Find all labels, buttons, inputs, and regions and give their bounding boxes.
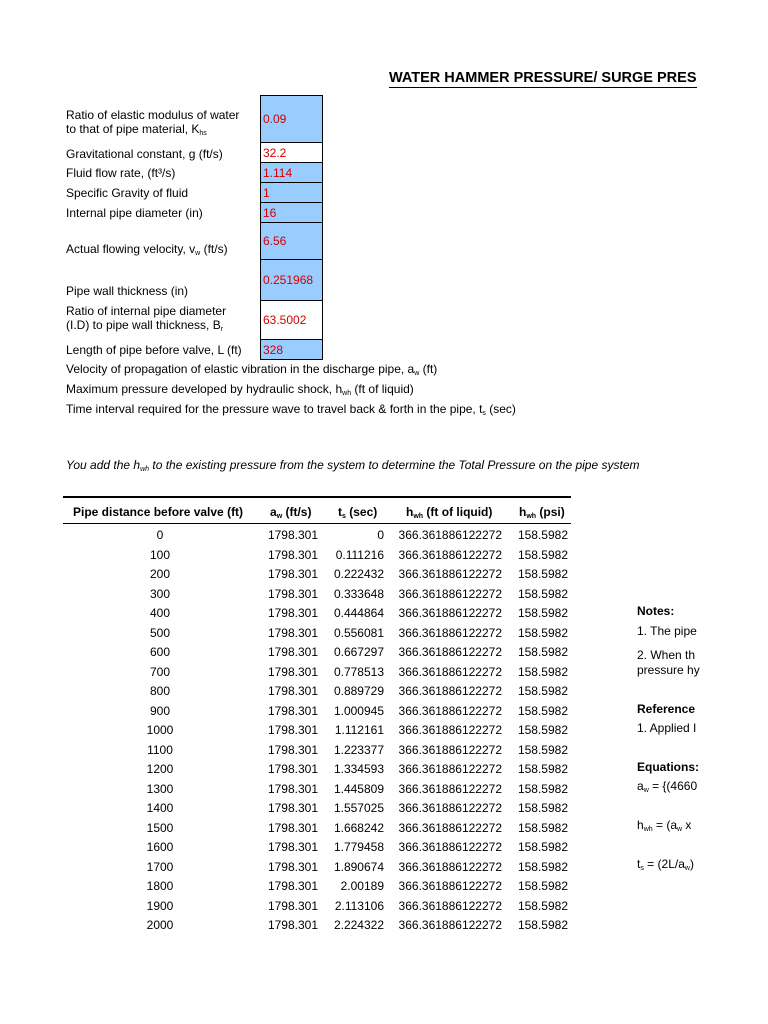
header-hwh-psi-main: h [519,505,527,519]
cell-distance: 800 [149,684,171,698]
cell-aw: 1798.301 [267,625,318,640]
eq2-sub: wh [643,826,653,833]
eq1-post: = {(4660 [648,779,698,793]
cell-hwh-psi: 158.5982 [517,820,568,835]
k-label [66,108,239,141]
note-1: 1. The pipe [637,624,697,638]
velocity-output-post: (ft) [419,362,438,376]
cell-distance: 2000 [146,918,174,932]
header-aw [270,505,311,520]
cell-hwh-psi: 158.5982 [517,645,568,659]
total-pressure-note [66,458,640,473]
time-output-label [66,402,516,421]
note-2-line2: pressure hy [637,663,700,677]
velocity-output-pre: Velocity of propagation of elastic vibration in the discharge pipe, a [66,362,415,376]
cell-distance: 500 [149,625,171,640]
k-label-line1: Ratio of elastic modulus of water [66,108,240,122]
flow-label: Fluid flow rate, (ft³/s) [66,166,176,180]
note-2-line1: 2. When th [637,648,696,662]
ratio-label [66,304,226,337]
cell-distance: 1100 [147,742,173,757]
cell-ts: 0.222432 [333,567,384,581]
eq2-sub2: w [677,826,683,833]
cell-hwh-psi: 158.5982 [517,567,568,581]
eq3-main: t [637,857,641,871]
cell-hwh-psi: 158.5982 [517,664,568,679]
cell-distance: 1800 [146,879,174,893]
cell-ts: 0.333648 [333,586,384,601]
eq2-main: h [637,818,644,832]
k-label-line2: to that of pipe material, K [66,122,200,136]
cell-ts: 0.556081 [333,625,384,640]
maxp-output-sub: wh [342,390,352,397]
ratio-label-sub: r [220,326,224,333]
cell-aw: 1798.301 [267,742,318,757]
eq3-post2: ) [689,857,694,871]
cell-hwh-psi: 158.5982 [517,859,568,874]
page-title: WATER HAMMER PRESSURE/ SURGE PRES [389,70,697,86]
cell-ts: 1.779458 [333,840,384,854]
cell-ts: 2.113106 [334,898,384,913]
cell-distance: 1300 [146,781,174,796]
cell-hwh-psi: 158.5982 [517,547,568,562]
length-label: Length of pipe before valve, L (ft) [66,343,242,357]
wall-label: Pipe wall thickness (in) [66,284,189,298]
cell-hwh-ft: 366.361886122272 [398,664,502,679]
header-hwh-ft [406,505,492,520]
velocity-label [66,242,228,261]
cell-distance: 600 [149,645,171,659]
cell-aw: 1798.301 [267,645,318,659]
cell-aw: 1798.301 [267,528,318,542]
cell-hwh-psi: 158.5982 [517,586,568,601]
cell-hwh-ft: 366.361886122272 [398,801,502,815]
time-output-pre: Time interval required for the pressure wave to travel back & forth in the pipe, t [66,402,483,416]
cell-ts: 1.334593 [333,762,384,776]
cell-hwh-psi: 158.5982 [517,625,568,640]
header-aw-post: (ft/s) [282,505,312,519]
cell-aw: 1798.301 [267,606,318,620]
eq1-sub: w [643,787,649,794]
cell-hwh-ft: 366.361886122272 [398,820,502,835]
cell-hwh-ft: 366.361886122272 [398,528,502,542]
g-label: Gravitational constant, g (ft/s) [66,147,223,161]
cell-ts: 0.444864 [333,606,384,620]
cell-ts: 1.557025 [333,801,384,815]
velocity-label-pre: Actual flowing velocity, v [66,242,196,256]
maxp-output-label [66,382,414,401]
cell-aw: 1798.301 [267,723,318,737]
cell-aw: 1798.301 [267,898,318,913]
header-ts-post: (sec) [345,505,378,519]
header-hwh-psi-sub: wh [526,513,537,520]
cell-hwh-psi: 158.5982 [517,528,568,542]
cell-hwh-psi: 158.5982 [517,801,568,815]
cell-distance: 400 [149,606,171,620]
header-hwh-psi [519,505,565,520]
eq2-post2: x [682,818,692,832]
cell-ts: 1.000945 [333,703,384,718]
k-value-cell[interactable]: 0.09 [260,95,323,143]
cell-ts: 0.667297 [333,645,384,659]
velocity-output-sub: w [414,370,420,377]
cell-hwh-psi: 158.5982 [517,781,568,796]
cell-aw: 1798.301 [267,664,318,679]
ratio-label-line1: Ratio of internal pipe diameter [66,304,227,318]
cell-hwh-ft: 366.361886122272 [398,859,502,874]
velocity-label-sub: w [195,250,201,257]
eq3-post: = (2L/a [643,857,685,871]
cell-ts: 0.111216 [335,547,384,562]
reference-1: 1. Applied I [637,721,697,735]
cell-aw: 1798.301 [267,840,318,854]
cell-hwh-psi: 158.5982 [517,703,568,718]
diam-value-cell[interactable]: 16 [260,202,323,223]
cell-hwh-ft: 366.361886122272 [398,567,502,581]
notes-title: Notes: [637,604,675,618]
cell-hwh-ft: 366.361886122272 [398,879,502,893]
header-ts-main: t [338,505,342,519]
cell-distance: 1500 [146,820,174,835]
cell-aw: 1798.301 [267,918,318,932]
eq1-main: a [637,779,644,793]
cell-distance: 1700 [146,859,174,874]
maxp-output-post: (ft of liquid) [351,382,414,396]
wall-value-cell[interactable]: 0.251968 [260,259,323,301]
cell-distance: 1400 [146,801,174,815]
cell-ts: 0.889729 [333,684,384,698]
cell-distance: 200 [149,567,171,581]
header-aw-main: a [270,505,277,519]
cell-hwh-ft: 366.361886122272 [398,918,502,932]
cell-distance: 300 [149,586,171,601]
cell-hwh-ft: 366.361886122272 [398,645,502,659]
maxp-output-pre: Maximum pressure developed by hydraulic shock, h [66,382,343,396]
cell-hwh-ft: 366.361886122272 [398,547,502,562]
cell-hwh-psi: 158.5982 [517,723,568,737]
cell-aw: 1798.301 [267,684,318,698]
cell-hwh-ft: 366.361886122272 [398,742,502,757]
header-aw-sub: w [276,513,283,520]
sg-value-cell[interactable]: 1 [260,182,323,203]
cell-distance: 700 [149,664,171,679]
cell-distance: 100 [149,547,171,562]
length-value-cell[interactable]: 328 [260,339,323,360]
velocity-output-label [66,362,437,381]
cell-hwh-psi: 158.5982 [517,606,568,620]
time-output-sub: s [482,410,486,417]
cell-aw: 1798.301 [267,859,318,874]
cell-aw: 1798.301 [267,820,318,835]
ratio-value-cell[interactable]: 63.5002 [260,300,323,340]
cell-ts: 0 [377,528,384,542]
cell-distance: 1600 [146,840,174,854]
cell-hwh-ft: 366.361886122272 [398,781,502,796]
table-top-border [63,496,571,498]
header-pipe-distance: Pipe distance before valve (ft) [73,505,244,519]
cell-distance: 0 [156,528,164,542]
g-value-cell[interactable]: 32.2 [260,142,323,163]
note-post: to the existing pressure from the system to determine the Total Pressure on the pipe system [149,458,640,472]
cell-hwh-ft: 366.361886122272 [398,762,502,776]
cell-hwh-ft: 366.361886122272 [398,723,502,737]
cell-aw: 1798.301 [267,547,318,562]
eq3-sub: s [640,865,644,872]
header-hwh-ft-main: h [406,505,414,519]
header-hwh-psi-post: (psi) [536,505,565,519]
cell-ts: 1.445809 [333,781,384,796]
velocity-value-cell[interactable]: 6.56 [260,222,323,260]
cell-hwh-ft: 366.361886122272 [398,898,502,913]
equation-hwh [637,818,691,833]
equation-ts [637,857,694,872]
cell-ts: 1.112161 [334,723,384,737]
eq3-sub2: w [684,865,690,872]
cell-ts: 1.890674 [333,859,384,874]
cell-hwh-psi: 158.5982 [517,879,568,893]
cell-hwh-psi: 158.5982 [517,762,568,776]
cell-hwh-psi: 158.5982 [517,918,568,932]
table-header-border [63,523,571,524]
cell-distance: 1900 [146,898,174,913]
cell-aw: 1798.301 [267,801,318,815]
flow-value-cell[interactable]: 1.114 [260,162,323,183]
k-label-sub: hs [199,130,207,137]
eq2-post: = (a [652,818,677,832]
cell-aw: 1798.301 [267,703,318,718]
cell-hwh-ft: 366.361886122272 [398,840,502,854]
cell-distance: 1200 [146,762,174,776]
sg-label: Specific Gravity of fluid [66,186,189,200]
equations-title: Equations: [637,760,699,774]
header-ts [338,505,377,520]
cell-ts: 2.224322 [333,918,384,932]
cell-ts: 1.223377 [333,742,384,757]
cell-hwh-ft: 366.361886122272 [398,703,502,718]
cell-distance: 900 [149,703,171,718]
cell-hwh-psi: 158.5982 [517,742,568,757]
cell-hwh-psi: 158.5982 [517,684,568,698]
cell-hwh-ft: 366.361886122272 [398,606,502,620]
cell-aw: 1798.301 [267,762,318,776]
cell-ts: 2.00189 [340,879,384,893]
cell-hwh-psi: 158.5982 [517,898,568,913]
equation-aw [637,779,697,794]
note-sub: wh [140,466,150,473]
time-output-post: (sec) [485,402,516,416]
header-hwh-ft-sub: wh [413,513,424,520]
reference-title: Reference [637,702,696,716]
cell-ts: 0.778513 [333,664,384,679]
diam-label: Internal pipe diameter (in) [66,206,203,220]
cell-distance: 1000 [146,723,174,737]
cell-aw: 1798.301 [267,879,318,893]
velocity-label-post: (ft/s) [200,242,228,256]
cell-aw: 1798.301 [267,781,318,796]
header-hwh-ft-post: (ft of liquid) [423,505,493,519]
cell-hwh-psi: 158.5982 [517,840,568,854]
cell-ts: 1.668242 [333,820,384,835]
cell-hwh-ft: 366.361886122272 [398,625,502,640]
note-pre: You add the h [66,458,141,472]
cell-aw: 1798.301 [267,567,318,581]
ratio-label-line2: (I.D) to pipe wall thickness, B [66,318,221,332]
cell-hwh-ft: 366.361886122272 [398,586,502,601]
cell-aw: 1798.301 [267,586,318,601]
header-ts-sub: s [342,513,346,520]
cell-hwh-ft: 366.361886122272 [398,684,502,698]
